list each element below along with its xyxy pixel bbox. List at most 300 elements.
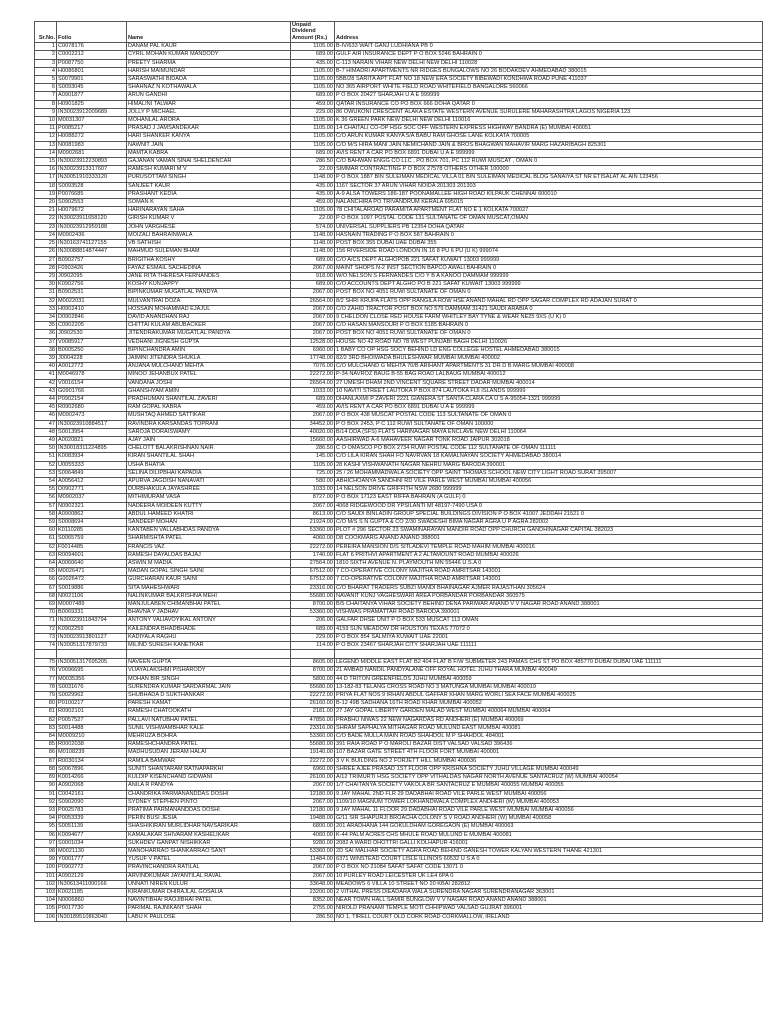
- cell-folio: S0029962: [57, 692, 127, 700]
- cell-name: MANOHARRAO SHANKARRAO SANT: [127, 847, 291, 855]
- cell-amount: 2067.00: [291, 872, 335, 880]
- table-row: [35, 913, 763, 921]
- cell-name: MUSHTAQ AHMED SATTIKAR: [127, 412, 291, 420]
- cell-name: FAYAZ ESMAIL SACHEDINA: [127, 264, 291, 272]
- cell-name: SANJEET KAUR: [127, 182, 291, 190]
- cell-folio: S0013954: [57, 428, 127, 436]
- cell-sr-no: 82: [35, 716, 57, 724]
- cell-name: YUSUF V PATEL: [127, 856, 291, 864]
- cell-sr-no: 13: [35, 141, 57, 149]
- cell-sr-no: 77: [35, 675, 57, 683]
- cell-name: SARASWATHI BIDADA: [127, 76, 291, 84]
- table-row: [35, 199, 763, 207]
- table-row: [35, 363, 763, 371]
- cell-amount: 6960.00: [291, 346, 335, 354]
- cell-folio: D0902846: [57, 313, 127, 321]
- table-row: [35, 502, 763, 510]
- cell-folio: A0020821: [57, 436, 127, 444]
- cell-sr-no: 90: [35, 782, 57, 790]
- cell-address: 14 NELSON DRIVE GRIFFITH NSW 2680 999999: [335, 486, 763, 494]
- table-row: [35, 700, 763, 708]
- cell-amount: 286.50: [291, 913, 335, 921]
- cell-amount: 22272.00: [291, 757, 335, 765]
- cell-folio: P0902772: [57, 864, 127, 872]
- table-row: [35, 749, 763, 757]
- table-row: [35, 823, 763, 831]
- cell-address: 156 RIVERSIDE ROAD LONDON IN 16 8 PU 6 PU (U K) 999074: [335, 248, 763, 256]
- cell-name: KIRAN SHANTILAL SHAH: [127, 453, 291, 461]
- table-row: [35, 519, 763, 527]
- cell-folio: S0079901: [57, 76, 127, 84]
- cell-address: LEGEND MIDDLE EAST FLAT B2 404 FLAT B F/W SUBMETER 243 PAMAS CHS ST PO BOX 485770 DUBAI DUBAI UAE 111111: [335, 659, 763, 667]
- cell-name: MOIZALI BAHRAINWALA: [127, 231, 291, 239]
- cell-folio: B0069331: [57, 609, 127, 617]
- cell-sr-no: 83: [35, 724, 57, 732]
- cell-amount: 2067.00: [291, 782, 335, 790]
- cell-sr-no: 67: [35, 584, 57, 592]
- cell-name: RAMESHCHANDRA PATEL: [127, 741, 291, 749]
- cell-folio: R0094601: [57, 551, 127, 559]
- cell-folio: S0067896: [57, 765, 127, 773]
- cell-amount: 435.00: [291, 182, 335, 190]
- cell-sr-no: 46: [35, 412, 57, 420]
- cell-amount: 229.00: [291, 108, 335, 116]
- table-row: [35, 592, 763, 600]
- cell-amount: 47856.00: [291, 716, 335, 724]
- cell-amount: 1033.00: [291, 486, 335, 494]
- cell-name: HARI SHANKER KANYA: [127, 133, 291, 141]
- cell-folio: M0021130: [57, 847, 127, 855]
- cell-amount: 2067.00: [291, 864, 335, 872]
- cell-folio: IN30051317695205: [57, 659, 127, 667]
- cell-amount: 53360.00: [291, 527, 335, 535]
- cell-sr-no: 16: [35, 166, 57, 174]
- cell-address: G/11 SIR SHAPURJI BROACHA COLONY S V ROAD ANDHERI (W) MUMBAI 400058: [335, 815, 763, 823]
- table-row: [35, 346, 763, 354]
- cell-sr-no: 29: [35, 272, 57, 280]
- cell-name: KAILENDRA BHADBHADE: [127, 625, 291, 633]
- cell-name: MADHUSUDAN JERAM HALAI: [127, 749, 291, 757]
- cell-sr-no: 93: [35, 806, 57, 814]
- cell-name: HIMALINI TALWAR: [127, 100, 291, 108]
- table-row: [35, 486, 763, 494]
- cell-folio: Y0001777: [57, 856, 127, 864]
- cell-name: UNNATI NIREN KULUR: [127, 880, 291, 888]
- cell-amount: 23316.00: [291, 724, 335, 732]
- cell-name: HARISH MAIMUNDAR: [127, 67, 291, 75]
- cell-sr-no: 34: [35, 313, 57, 321]
- cell-sr-no: 33: [35, 305, 57, 313]
- table-row: [35, 535, 763, 543]
- cell-folio: H0901825: [57, 100, 127, 108]
- cell-name: BHAVNA Y JADHAV: [127, 609, 291, 617]
- cell-amount: 206.00: [291, 617, 335, 625]
- cell-amount: 1105.00: [291, 67, 335, 75]
- cell-folio: P0902154: [57, 395, 127, 403]
- cell-address: 2082 A WARD DHOTTRI GALLI KOLHAPUR 416001: [335, 839, 763, 847]
- cell-sr-no: 99: [35, 856, 57, 864]
- cell-sr-no: 89: [35, 774, 57, 782]
- table-row: [35, 642, 763, 650]
- table-row: [35, 667, 763, 675]
- table-row: [35, 897, 763, 905]
- cell-name: APURVA JAGDISH NANAVATI: [127, 477, 291, 485]
- cell-address: 27 UMESH DHAM 2ND VINCENT SQUARE STREET DADAR MUMBAI 400014: [335, 379, 763, 387]
- cell-address: 6371 WINSTEAD COURT LISLE ILLINOIS 60532 U S A 0: [335, 856, 763, 864]
- cell-sr-no: 84: [35, 733, 57, 741]
- cell-sr-no: 88: [35, 765, 57, 773]
- cell-folio: S0065759: [57, 535, 127, 543]
- cell-folio: H0086801: [57, 67, 127, 75]
- cell-name: MAHMUD SULEMAN BHAM: [127, 248, 291, 256]
- cell-folio: S0064849: [57, 469, 127, 477]
- cell-name: MITHIMURAM VASA: [127, 494, 291, 502]
- table-row: [35, 248, 763, 256]
- cell-address: 78 CHITALAROAD PARAMITA APARTMENT FLAT NO E 1 KOLKATA 700027: [335, 207, 763, 215]
- cell-name: JANE RITA THERESA FERNANDES: [127, 272, 291, 280]
- cell-address: 4068 RIDGEWOOD DR YPSILANTI MI 48197-7490 USA 0: [335, 502, 763, 510]
- cell-name: PRASAD J JAMSANDEKAR: [127, 125, 291, 133]
- cell-sr-no: 65: [35, 568, 57, 576]
- cell-name: SHAHNAZ N KOTHAWALA: [127, 84, 291, 92]
- cell-address: PLOT # 296 SECTOR 23 SWAMINARAYAN MANDIR ROAD OPP CHURCH GANDHINAGAR CAPITAL 382023: [335, 527, 763, 535]
- cell-amount: 2067.00: [291, 264, 335, 272]
- cell-address: DHANLAXMI P ZAVERI 2221 GIANERA ST SANTA CLARA CA U S A-95054-1321 999999: [335, 395, 763, 403]
- cell-folio: F0903426: [57, 264, 127, 272]
- cell-folio: P0053339: [57, 815, 127, 823]
- cell-address: B-IV/633 WAIT GANJ LUDHIANA PB 0: [335, 43, 763, 51]
- cell-address: QATAR INSURANCE CO PO BOX 666 DOHA QATAR 0: [335, 100, 763, 108]
- cell-address: AVIS RENT A CAR PO BOX 6891 DUBAI U A E 999999: [335, 404, 763, 412]
- cell-folio: P0025783: [57, 806, 127, 814]
- cell-folio: R0902680: [57, 404, 127, 412]
- cell-folio: A0056412: [57, 477, 127, 485]
- cell-sr-no: 12: [35, 133, 57, 141]
- cell-name: NADEERA MOIDEEN KUTTY: [127, 502, 291, 510]
- cell-folio: K0094677: [57, 831, 127, 839]
- cell-address: 13-182-83 TELANG CROSS ROAD NO 3 MATUNGA MUMBAI MUMBAI 400019: [335, 683, 763, 691]
- cell-sr-no: 45: [35, 404, 57, 412]
- cell-sr-no: 23: [35, 223, 57, 231]
- cell-name: MILIND SURESH KANETKAR: [127, 642, 291, 650]
- cell-folio: H0079672: [57, 207, 127, 215]
- spacer-row: [35, 650, 763, 659]
- cell-address: P O BOX 1097 POSTAL CODE 131 SULTANATE OF OMAN MUSCAT,OMAN: [335, 215, 763, 223]
- cell-folio: K0902259: [57, 625, 127, 633]
- cell-amount: 34452.00: [291, 420, 335, 428]
- cell-address: 9 CHELDON CLOSE RED HOUSE FARM WHITLEY BAY TYNE & WEAR NE25 9XS (U K) 0: [335, 313, 763, 321]
- cell-amount: 689.00: [291, 625, 335, 633]
- cell-amount: 725.00: [291, 469, 335, 477]
- cell-address: 28 KASHI VISHWANATH NAGAR NEHRU MARG BARODA 390001: [335, 461, 763, 469]
- table-row: [35, 43, 763, 51]
- table-row: [35, 371, 763, 379]
- cell-name: SANDEEP MOHAN: [127, 519, 291, 527]
- cell-sr-no: 92: [35, 798, 57, 806]
- cell-sr-no: 64: [35, 560, 57, 568]
- cell-name: GAJANAN VAMAN SINAI SHELDENCAR: [127, 158, 291, 166]
- table-row: [35, 92, 763, 100]
- cell-address: NEAR TOWN HALL SAMIR BUNGLOW V V NAGAR ROAD ANAND ANAND 388001: [335, 897, 763, 905]
- table-row: [35, 166, 763, 174]
- cell-sr-no: 1: [35, 43, 57, 51]
- cell-sr-no: 44: [35, 395, 57, 403]
- cell-amount: 5800.00: [291, 675, 335, 683]
- cell-folio: P0100217: [57, 700, 127, 708]
- cell-sr-no: 22: [35, 215, 57, 223]
- cell-folio: K0110285: [57, 527, 127, 535]
- cell-address: P O BOX 2453, P C 112 RUWI SULTANATE OF OMAN 100000: [335, 420, 763, 428]
- cell-address: P O BOX NO 21084 SAFAT SAFAT CODE 13071 0: [335, 864, 763, 872]
- cell-name: MAMTA KABRA: [127, 149, 291, 157]
- table-row: [35, 568, 763, 576]
- cell-sr-no: 32: [35, 297, 57, 305]
- cell-address: NALANCHIRA PO TRIVANDRUM KERALA 695015: [335, 199, 763, 207]
- cell-folio: M0007489: [57, 601, 127, 609]
- cell-address: B-12 49B SADHANA 16TH ROAD KHAR MUMBAI 400052: [335, 700, 763, 708]
- cell-name: CHANDRIKA PARMANANDDAS DOSHI: [127, 790, 291, 798]
- cell-address: P O BOX 20427 SHARJAH U A E 999999: [335, 92, 763, 100]
- cell-folio: H0088272: [57, 133, 127, 141]
- cell-folio: N0006860: [57, 897, 127, 905]
- table-row: [35, 215, 763, 223]
- table-row: [35, 831, 763, 839]
- cell-folio: M0031307: [57, 117, 127, 125]
- cell-name: VIJAYALAKSHMI PISHARODY: [127, 667, 291, 675]
- cell-amount: 4060.00: [291, 831, 335, 839]
- table-row: [35, 436, 763, 444]
- cell-folio: S0008694: [57, 519, 127, 527]
- cell-address: A/12 TRIMURTI HSG SOCIETY OPP VITHALDAS NAGAR NORTH AVENUE SANTACRUZ (W) MUMBAI 400054: [335, 774, 763, 782]
- cell-amount: 1105.00: [291, 133, 335, 141]
- cell-address: NO 1, TIRELL COURT OLD CORK ROAD CORKMALLOW, IRELAND: [335, 913, 763, 921]
- cell-name: MANJULABEN CHIMANBHAI PATEL: [127, 601, 291, 609]
- cell-folio: S0093045: [57, 84, 127, 92]
- cell-folio: V0085917: [57, 338, 127, 346]
- cell-sr-no: 39: [35, 354, 57, 362]
- cell-folio: IN30023913317607: [57, 166, 127, 174]
- cell-folio: P0057527: [57, 716, 127, 724]
- cell-amount: 12528.00: [291, 338, 335, 346]
- cell-name: SELINA DILIPBHAI KAPADIA: [127, 469, 291, 477]
- cell-sr-no: 8: [35, 100, 57, 108]
- cell-sr-no: 87: [35, 757, 57, 765]
- cell-address: 44 D TRITON GREENFIELDS JUHU MUMBAI 400059: [335, 675, 763, 683]
- cell-folio: M0009210: [57, 733, 127, 741]
- cell-sr-no: 97: [35, 839, 57, 847]
- cell-amount: 22272.00: [291, 371, 335, 379]
- cell-address: C/O LILA KIRAN SHAH FO NAVRVAN 18 KAMALNAYAN SOCIETY AHMEDABAD 380014: [335, 453, 763, 461]
- cell-address: 10 PURLEY ROAD LEICESTER UK LE4 6PA 0: [335, 872, 763, 880]
- cell-folio: M0026471: [57, 568, 127, 576]
- cell-sr-no: 58: [35, 510, 57, 518]
- cell-amount: 21924.00: [291, 519, 335, 527]
- cell-name: AJAY JAIN: [127, 436, 291, 444]
- cell-sr-no: 18: [35, 182, 57, 190]
- cell-amount: 55680.00: [291, 741, 335, 749]
- cell-address: NIROLD PRANAMI TEMPLE MOTI CHHIPWAD VALSAD GUJRAT 396001: [335, 905, 763, 913]
- cell-name: KULDIP KISENCHAND GIDWANI: [127, 774, 291, 782]
- cell-amount: 286.50: [291, 445, 335, 453]
- cell-amount: 1105.00: [291, 207, 335, 215]
- cell-amount: 67512.00: [291, 568, 335, 576]
- cell-name: GHANSHYAM AMIN: [127, 387, 291, 395]
- cell-folio: M0022031: [57, 297, 127, 305]
- cell-amount: 40020.00: [291, 428, 335, 436]
- cell-amount: 2067.00: [291, 412, 335, 420]
- table-row: [35, 67, 763, 75]
- cell-name: SUKHDEV GANPAT NISHIKKAR: [127, 839, 291, 847]
- cell-address: POST BOX NO 4051 RUWI SULTANATE OF OMAN 0: [335, 330, 763, 338]
- cell-address: AASHIRWAD A-6 MAHAVEER NAGAR TONK ROAD JAIPUR 302018: [335, 436, 763, 444]
- cell-amount: 9280.00: [291, 839, 335, 847]
- cell-name: NALINKUMAR BALKRISHNA MEHI: [127, 592, 291, 600]
- cell-address: 21 AMBAD NANDIL PANDYALANE OFF ROYAL HOTEL JUHU THARA MUMBAI 400049: [335, 667, 763, 675]
- cell-name: MOHAN BIR SINGH: [127, 675, 291, 683]
- cell-folio: IN30088814874447: [57, 248, 127, 256]
- cell-sr-no: 51: [35, 453, 57, 461]
- cell-sr-no: 26: [35, 248, 57, 256]
- table-row: [35, 379, 763, 387]
- cell-amount: 23200.00: [291, 888, 335, 896]
- table-row: [35, 322, 763, 330]
- cell-amount: 12180.00: [291, 790, 335, 798]
- cell-folio: K0021185: [57, 888, 127, 896]
- cell-sr-no: 96: [35, 831, 57, 839]
- cell-name: CHELOTT BALAKRISHNAN NAIR: [127, 445, 291, 453]
- table-row: [35, 733, 763, 741]
- cell-name: GIRISH KUMAR V: [127, 215, 291, 223]
- cell-name: PRASHANT KEDIA: [127, 190, 291, 198]
- cell-address: P O BOX 17123 EAST RIFFA BAHRAIN (A GULF) 0: [335, 494, 763, 502]
- cell-name: NAVEEN GUPTA: [127, 659, 291, 667]
- cell-amount: 12180.00: [291, 806, 335, 814]
- table-row: [35, 256, 763, 264]
- cell-folio: IN30023913801127: [57, 633, 127, 641]
- cell-sr-no: 47: [35, 420, 57, 428]
- table-row: [35, 477, 763, 485]
- cell-address: D8 COOKMARG ANAND ANAND 388001: [335, 535, 763, 543]
- cell-name: BIPINCHANDRA AMIN: [127, 346, 291, 354]
- header-row: [35, 22, 763, 43]
- cell-sr-no: 43: [35, 387, 57, 395]
- cell-folio: A0060640: [57, 560, 127, 568]
- cell-name: BIPINKUMAR MUGATLAL PANDYA: [127, 289, 291, 297]
- cell-address: C/O HASAN MANSOURI P O BOX 5185 BAHRAIN 0: [335, 322, 763, 330]
- cell-sr-no: 102: [35, 880, 57, 888]
- cell-amount: 8352.00: [291, 897, 335, 905]
- table-row: [35, 461, 763, 469]
- table-body: [35, 43, 763, 922]
- table-row: [35, 125, 763, 133]
- cell-name: JAIMINI JITENDRA SHUKLA: [127, 354, 291, 362]
- cell-name: DURBHAKULA JAYASHREE: [127, 486, 291, 494]
- cell-amount: 286.50: [291, 158, 335, 166]
- cell-address: B/14 DDA (SFS) FLATS HARINAGAR MAYA ENCLAVE NEW DELHI 110064: [335, 428, 763, 436]
- cell-amount: 8613.00: [291, 510, 335, 518]
- cell-sr-no: 52: [35, 461, 57, 469]
- cell-sr-no: 78: [35, 683, 57, 691]
- cell-sr-no: 10: [35, 117, 57, 125]
- table-row: [35, 108, 763, 116]
- cell-sr-no: 105: [35, 905, 57, 913]
- cell-amount: 6800.00: [291, 823, 335, 831]
- cell-sr-no: 17: [35, 174, 57, 182]
- cell-amount: 580.00: [291, 477, 335, 485]
- cell-folio: S0902553: [57, 199, 127, 207]
- table-row: [35, 330, 763, 338]
- cell-amount: 2067.00: [291, 305, 335, 313]
- cell-amount: 1148.00: [291, 248, 335, 256]
- cell-sr-no: 71: [35, 617, 57, 625]
- table-row: [35, 100, 763, 108]
- cell-name: VEDHANI JIGNESH GUPTA: [127, 338, 291, 346]
- cell-name: PRADHUMAN SHANTILAL ZAVERI: [127, 395, 291, 403]
- cell-sr-no: 91: [35, 790, 57, 798]
- cell-amount: 1148.00: [291, 174, 335, 182]
- cell-sr-no: 54: [35, 477, 57, 485]
- cell-name: HOSSAIN MOHAMMAD EJAJUL: [127, 305, 291, 313]
- cell-amount: 1105.00: [291, 43, 335, 51]
- table-row: [35, 445, 763, 453]
- cell-sr-no: 56: [35, 494, 57, 502]
- cell-name: SYDNEY STEPHEN PINTO: [127, 798, 291, 806]
- cell-name: SAROJA DORAISWAMY: [127, 428, 291, 436]
- cell-amount: 1105.00: [291, 125, 335, 133]
- cell-address: HASNAIN TRADING P O BOX 587 BAHRAIN 0: [335, 231, 763, 239]
- cell-sr-no: 76: [35, 667, 57, 675]
- cell-address: 7 CO-OPERATIVE COLONY MAJITHA ROAD AMRITSAR 143001: [335, 568, 763, 576]
- cell-amount: 1105.00: [291, 461, 335, 469]
- cell-address: K 36 GREEN PARK NEW DELHI NEW DELHI 110016: [335, 117, 763, 125]
- cell-amount: 435.00: [291, 59, 335, 67]
- cell-folio: C0902205: [57, 322, 127, 330]
- cell-address: 3 V K BUILDING NO 2 FORJETT HILL MUMBAI 400036: [335, 757, 763, 765]
- cell-sr-no: 61: [35, 535, 57, 543]
- cell-folio: R0030134: [57, 757, 127, 765]
- cell-name: FRANCIS VAZ: [127, 543, 291, 551]
- cell-folio: G0026472: [57, 576, 127, 584]
- cell-amount: 6960.00: [291, 765, 335, 773]
- table-row: [35, 864, 763, 872]
- header-unpaid-line1: Unpaid: [292, 22, 311, 28]
- cell-sr-no: 5: [35, 76, 57, 84]
- cell-folio: C0078176: [57, 43, 127, 51]
- cell-amount: 689.00: [291, 256, 335, 264]
- cell-folio: B0902757: [57, 256, 127, 264]
- cell-folio: S0031676: [57, 683, 127, 691]
- cell-sr-no: 42: [35, 379, 57, 387]
- cell-address: GALFAR DHSE UNIT P O BOX 533 MUSCAT 113 OMAN: [335, 617, 763, 625]
- cell-address: C/O ACCOUNTS DEPT ALGHO PO B 221 SAFAT KUWAIT 13003 999999: [335, 281, 763, 289]
- cell-folio: IN30023912009689: [57, 108, 127, 116]
- cell-folio: P0087750: [57, 59, 127, 67]
- cell-sr-no: 104: [35, 897, 57, 905]
- cell-name: RAMESH CHATOOKATH: [127, 708, 291, 716]
- table-row: [35, 510, 763, 518]
- cell-address: POST BOX 355 DUBAI UAE DUBAI 355: [335, 240, 763, 248]
- table-row: [35, 494, 763, 502]
- cell-address: AVIS RENT A CAR PO BOX 6891 DUBAI U A E 999999: [335, 149, 763, 157]
- cell-amount: 1105.00: [291, 76, 335, 84]
- cell-folio: A0012772: [57, 363, 127, 371]
- table-row: [35, 76, 763, 84]
- cell-sr-no: 49: [35, 436, 57, 444]
- table-row: [35, 692, 763, 700]
- cell-amount: 17748.00: [291, 354, 335, 362]
- cell-sr-no: 3: [35, 59, 57, 67]
- cell-address: 27 JAY GOPAL LIBERTY GARDEN MALAD WEST MUMBAI 400064 MUMBAI 400064: [335, 708, 763, 716]
